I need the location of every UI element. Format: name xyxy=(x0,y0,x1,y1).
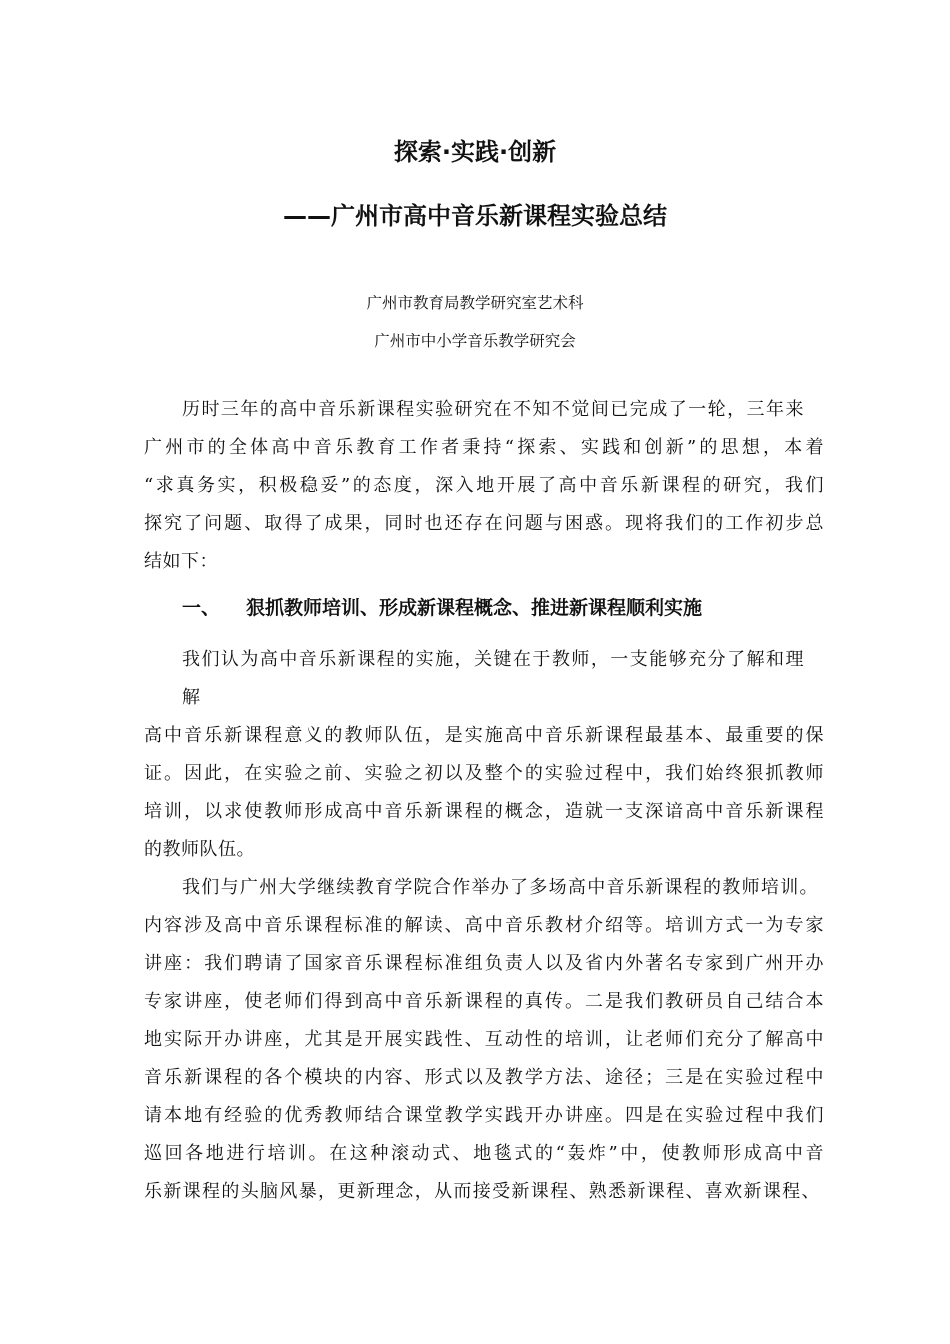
author-line: 广州市中小学音乐教学研究会 xyxy=(374,332,576,350)
body-line: 解 xyxy=(182,687,201,708)
document-subtitle: ——广州市高中音乐新课程实验总结 xyxy=(283,202,667,230)
document-title: 探索·实践·创新 xyxy=(393,138,557,166)
intro-line: “求真务实，积极稳妥”的态度，深入地开展了高中音乐新课程的研究，我们 xyxy=(144,475,824,496)
body-line: 地实际开办讲座，尤其是开展实践性、互动性的培训，让老师们充分了解高中 xyxy=(144,1029,824,1050)
body-line: 乐新课程的头脑风暴，更新理念，从而接受新课程、熟悉新课程、喜欢新课程、 xyxy=(144,1181,820,1202)
body-line: 我们认为高中音乐新课程的实施，关键在于教师，一支能够充分了解和理 xyxy=(182,649,804,670)
body-line: 讲座：我们聘请了国家音乐课程标准组负责人以及省内外著名专家到广州开办 xyxy=(144,953,824,974)
body-line: 内容涉及高中音乐课程标准的解读、高中音乐教材介绍等。培训方式一为专家 xyxy=(144,915,824,936)
intro-line: 结如下： xyxy=(144,551,218,572)
body-line: 专家讲座，使老师们得到高中音乐新课程的真传。二是我们教研员自己结合本 xyxy=(144,991,824,1012)
intro-line: 探究了问题、取得了成果，同时也还存在问题与困惑。现将我们的工作初步总 xyxy=(144,513,824,534)
body-line: 的教师队伍。 xyxy=(144,839,255,860)
section-heading-text: 狠抓教师培训、形成新课程概念、推进新课程顺利实施 xyxy=(246,597,703,619)
body-line: 培训，以求使教师形成高中音乐新课程的概念，造就一支深谙高中音乐新课程 xyxy=(144,801,824,822)
body-line: 证。因此，在实验之前、实验之初以及整个的实验过程中，我们始终狠抓教师 xyxy=(144,763,824,784)
body-line: 我们与广州大学继续教育学院合作举办了多场高中音乐新课程的教师培训。 xyxy=(182,877,818,898)
body-line: 请本地有经验的优秀教师结合课堂教学实践开办讲座。四是在实验过程中我们 xyxy=(144,1105,824,1126)
body-line: 音乐新课程的各个模块的内容、形式以及教学方法、途径；三是在实验过程中 xyxy=(144,1067,824,1088)
intro-line: 历时三年的高中音乐新课程实验研究在不知不觉间已完成了一轮，三年来 xyxy=(182,399,804,420)
body-line: 高中音乐新课程意义的教师队伍，是实施高中音乐新课程最基本、最重要的保 xyxy=(144,725,824,746)
intro-line: 广州市的全体高中音乐教育工作者秉持“探索、实践和创新”的思想，本着 xyxy=(144,437,824,458)
section-heading xyxy=(182,595,702,621)
body-line: 巡回各地进行培训。在这种滚动式、地毯式的“轰炸”中，使教师形成高中音 xyxy=(144,1143,824,1164)
section-number: 一、 xyxy=(182,597,221,619)
author-line: 广州市教育局教学研究室艺术科 xyxy=(366,294,584,312)
